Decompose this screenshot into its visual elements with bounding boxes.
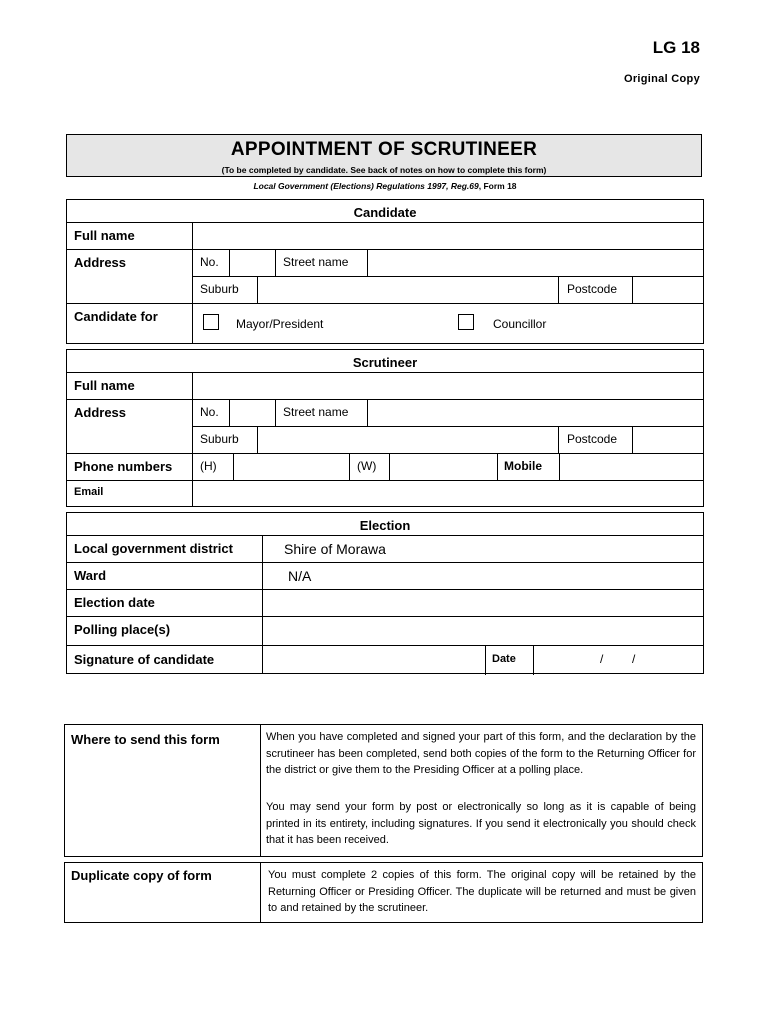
scrutineer-no-field[interactable] — [230, 400, 275, 426]
where-to-send-paragraph-2: You may send your form by post or electronically so long as it is capable of being printed in its entirety, including signatures. If you send it electronically you should check that it has been received. — [266, 801, 696, 846]
election-section — [66, 512, 704, 674]
copy-label: Original Copy — [623, 73, 700, 85]
candidate-heading: Candidate — [353, 205, 417, 220]
candidate-no-field[interactable] — [230, 250, 275, 276]
candidate-postcode-field[interactable] — [633, 277, 703, 303]
councillor-option-label: Councillor — [493, 317, 547, 331]
scrutineer-section — [66, 349, 704, 507]
where-to-send-label: Where to send this form — [71, 732, 220, 747]
scrutineer-street-field[interactable] — [368, 400, 703, 426]
election-date-label: Election date — [74, 595, 155, 610]
date-separator-2: / — [632, 652, 636, 666]
form-code: LG 18 — [652, 38, 700, 57]
candidate-suburb-label: Suburb — [200, 282, 239, 296]
regulation-form-number: , Form 18 — [478, 181, 517, 191]
councillor-checkbox[interactable] — [458, 314, 474, 330]
date-label: Date — [492, 653, 516, 665]
phone-home-field[interactable] — [234, 454, 348, 480]
candidate-street-field[interactable] — [368, 250, 703, 276]
scrutineer-street-label: Street name — [283, 405, 349, 419]
scrutineer-full-name-field[interactable] — [193, 373, 703, 399]
candidate-for-label: Candidate for — [74, 309, 158, 324]
scrutineer-suburb-field[interactable] — [258, 427, 558, 453]
email-label: Email — [74, 486, 104, 498]
mayor-checkbox[interactable] — [203, 314, 219, 330]
scrutineer-postcode-label: Postcode — [567, 432, 618, 446]
scrutineer-heading: Scrutineer — [352, 355, 418, 370]
polling-place-field[interactable] — [263, 617, 703, 645]
duplicate-copy-box — [64, 862, 703, 923]
phone-home-label: (H) — [200, 459, 217, 473]
scrutineer-suburb-label: Suburb — [200, 432, 239, 446]
candidate-address-label: Address — [74, 255, 127, 270]
date-separator-1: / — [600, 652, 604, 666]
election-date-field[interactable] — [263, 590, 703, 616]
district-label: Local government district — [74, 541, 233, 556]
candidate-section — [66, 199, 704, 344]
scrutineer-address-label: Address — [74, 405, 127, 420]
election-heading: Election — [359, 518, 411, 533]
candidate-no-label: No. — [200, 255, 219, 269]
candidate-full-name-label: Full name — [74, 228, 135, 243]
phone-work-field[interactable] — [390, 454, 496, 480]
candidate-street-label: Street name — [283, 255, 349, 269]
email-field[interactable] — [193, 481, 703, 506]
polling-place-label: Polling place(s) — [74, 622, 171, 637]
signature-field[interactable] — [263, 646, 484, 674]
district-value[interactable]: Shire of Morawa — [284, 541, 386, 557]
phone-numbers-label: Phone numbers — [74, 459, 173, 474]
mayor-option-label: Mayor/President — [236, 317, 324, 331]
date-field[interactable] — [534, 646, 703, 674]
ward-value[interactable]: N/A — [288, 568, 312, 584]
where-to-send-box — [64, 724, 703, 857]
regulation-reference: Local Government (Elections) Regulations 1997, Reg.69 — [253, 181, 479, 191]
form-title: APPOINTMENT OF SCRUTINEER — [230, 139, 538, 160]
where-to-send-paragraph-1: When you have completed and signed your part of this form, and the declaration by the scrutineer has been completed, send both copies of the form to the Returning Officer for the district or give them to the Presiding Officer at a polling place. — [266, 731, 696, 776]
phone-work-label: (W) — [357, 459, 377, 473]
duplicate-copy-label: Duplicate copy of form — [71, 868, 212, 883]
phone-mobile-field[interactable] — [560, 454, 703, 480]
candidate-postcode-label: Postcode — [567, 282, 618, 296]
scrutineer-no-label: No. — [200, 405, 219, 419]
duplicate-copy-paragraph: You must complete 2 copies of this form. The original copy will be retained by the Returning Officer or Presiding Officer. The duplicate will be returned and must be given to and retained by the scrutineer. — [268, 869, 696, 914]
form-header — [66, 134, 702, 177]
signature-label: Signature of candidate — [74, 652, 215, 667]
scrutineer-postcode-field[interactable] — [633, 427, 703, 453]
scrutineer-full-name-label: Full name — [74, 378, 135, 393]
regulation-line — [66, 181, 704, 191]
ward-label: Ward — [74, 568, 107, 583]
phone-mobile-label: Mobile — [504, 459, 542, 473]
form-subtitle: (To be completed by candidate. See back of notes on how to complete this form) — [221, 165, 547, 175]
candidate-suburb-field[interactable] — [258, 277, 558, 303]
candidate-full-name-field[interactable] — [193, 223, 703, 249]
